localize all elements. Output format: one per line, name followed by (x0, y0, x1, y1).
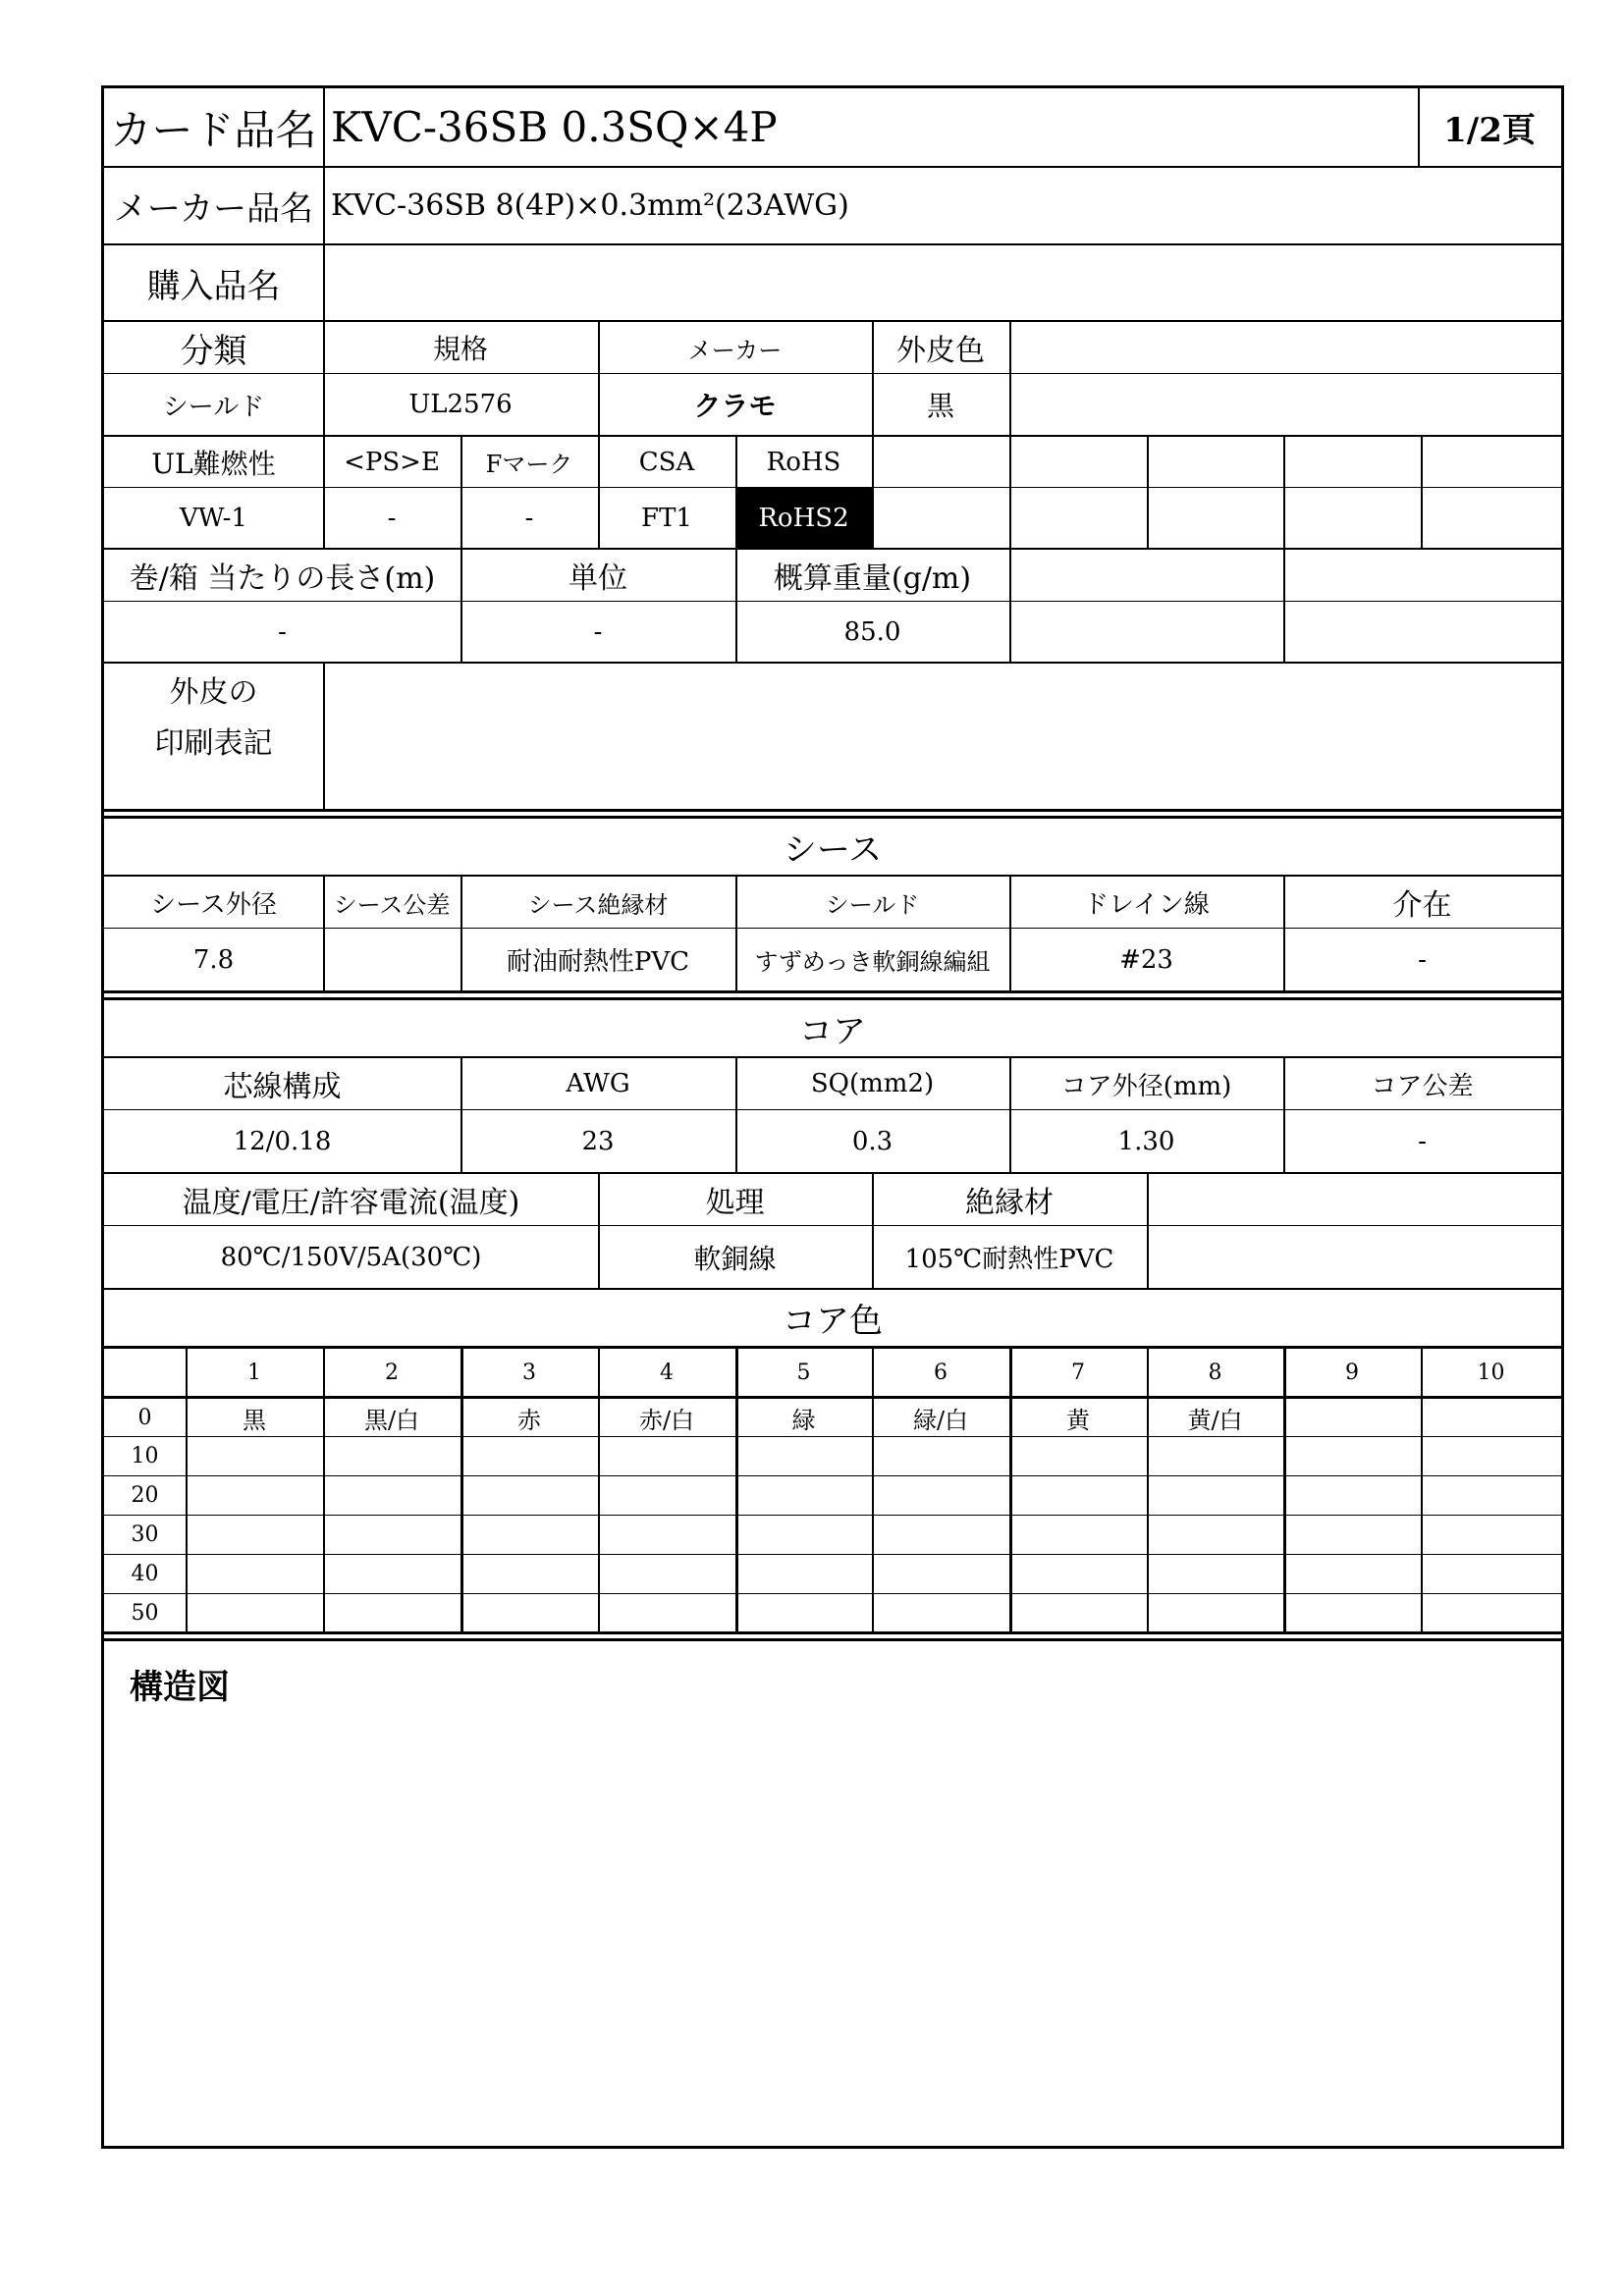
core-header2-1: 処理 (705, 1186, 765, 1220)
sheath-value-4: #23 (1119, 944, 1173, 975)
core-value-2: 0.3 (851, 1126, 893, 1156)
core-value-1: 23 (581, 1126, 615, 1156)
print-value (323, 664, 1561, 809)
sheath-header-4: ドレイン線 (1083, 889, 1210, 920)
core-value2-1: 軟銅線 (693, 1242, 777, 1275)
card-name-value: KVC-36SB 0.3SQ×4P (331, 103, 778, 151)
page-number: 1/2頁 (1443, 111, 1536, 150)
rohs-badge: RoHS2 (735, 488, 872, 548)
color-row-label: 0 (137, 1405, 152, 1430)
maker-name-value: KVC-36SB 8(4P)×0.3mm²(23AWG) (331, 188, 849, 223)
class-header-3: 外皮色 (896, 334, 985, 368)
structure-title: 構造図 (130, 1667, 230, 1707)
core-header-3: コア外径(mm) (1060, 1071, 1232, 1101)
core-value2-2: 105℃耐熱性PVC (904, 1245, 1114, 1274)
color-col-4: 4 (660, 1360, 674, 1385)
sheath-value-2: 耐油耐熱性PVC (506, 947, 690, 977)
std-value-2: - (524, 503, 534, 533)
class-value-0: シールド (162, 392, 265, 422)
color-cell: 黄/白 (1187, 1406, 1243, 1434)
class-header-0: 分類 (180, 331, 247, 371)
class-header-1: 規格 (432, 333, 488, 365)
core-header2-0: 温度/電圧/許容電流(温度) (182, 1186, 520, 1220)
cable-spec-card (101, 85, 1564, 2149)
color-cell: 赤 (517, 1406, 541, 1434)
color-cell: 黄 (1066, 1406, 1090, 1434)
core-header-0: 芯線構成 (223, 1070, 342, 1104)
core-title: コア (799, 1012, 866, 1051)
std-value-3: FT1 (641, 503, 692, 533)
class-header-2: メーカー (687, 336, 783, 364)
class-value-3: 黒 (926, 390, 954, 422)
color-cell: 緑 (791, 1406, 816, 1434)
core-header-2: SQ(mm2) (810, 1069, 935, 1098)
core-header-4: コア公差 (1371, 1071, 1474, 1101)
length-header-1: 単位 (568, 561, 627, 596)
color-cell (1283, 1399, 1421, 1436)
color-col-2: 2 (385, 1360, 399, 1385)
color-col-9: 9 (1345, 1360, 1359, 1385)
sheath-title: シース (783, 830, 883, 870)
maker-name-label: メーカー品名 (113, 189, 314, 229)
purchase-name-value (323, 245, 1561, 320)
color-row-label: 40 (131, 1562, 159, 1586)
core-color-title: コア色 (783, 1302, 883, 1341)
print-label-line1: 外皮の (169, 675, 258, 710)
color-col-5: 5 (796, 1360, 811, 1385)
core-value-4: - (1418, 1126, 1427, 1156)
length-value-1: - (593, 616, 603, 647)
sheath-value-0: 7.8 (192, 944, 235, 975)
sheath-header-1: シース公差 (333, 890, 451, 919)
card-name-label: カード品名 (110, 105, 317, 154)
core-value-0: 12/0.18 (233, 1126, 332, 1156)
color-row-label: 30 (131, 1522, 159, 1547)
std-value-0: VW-1 (180, 503, 247, 533)
color-col-3: 3 (522, 1360, 536, 1385)
length-value-0: - (278, 616, 287, 647)
color-col-7: 7 (1071, 1360, 1085, 1385)
std-header-2: Fマーク (485, 451, 573, 478)
color-row-label: 10 (131, 1444, 159, 1468)
color-col-8: 8 (1208, 1360, 1222, 1385)
color-row-label: 50 (131, 1600, 159, 1626)
length-value-2: 85.0 (843, 616, 901, 647)
std-header-1: <PS>E (344, 447, 440, 477)
std-header-4: RoHS (766, 447, 841, 477)
purchase-name-label: 購入品名 (146, 266, 281, 306)
std-header-0: UL難燃性 (151, 447, 276, 480)
print-label-line2: 印刷表記 (154, 726, 273, 761)
structure-diagram-area (104, 1641, 1561, 2146)
sheath-header-3: シールド (825, 890, 920, 919)
class-value-1: UL2576 (408, 390, 513, 419)
sheath-header-5: 介在 (1392, 888, 1452, 923)
color-cell: 赤/白 (638, 1406, 695, 1434)
core-header-1: AWG (566, 1069, 630, 1098)
sheath-value-3: すずめっき軟銅線編組 (754, 948, 991, 976)
color-col-10: 10 (1477, 1360, 1505, 1385)
sheath-value-1 (323, 929, 460, 990)
std-value-1: - (387, 503, 397, 533)
sheath-header-0: シース外径 (150, 889, 277, 920)
length-header-2: 概算重量(g/m) (773, 561, 972, 596)
core-value-3: 1.30 (1117, 1126, 1175, 1156)
class-value-2: クラモ (693, 390, 777, 422)
sheath-value-5: - (1418, 944, 1427, 975)
color-row-label: 20 (131, 1483, 159, 1508)
color-cell (1421, 1399, 1561, 1436)
color-cell: 黒 (243, 1406, 266, 1434)
core-header2-2: 絶縁材 (965, 1186, 1054, 1220)
color-cell: 緑/白 (912, 1406, 969, 1434)
color-col-6: 6 (934, 1360, 947, 1385)
std-header-3: CSA (638, 447, 695, 477)
sheath-header-2: シース絶縁材 (527, 890, 669, 919)
color-col-1: 1 (247, 1360, 261, 1385)
length-header-0: 巻/箱 当たりの長さ(m) (129, 561, 436, 596)
core-value2-0: 80℃/150V/5A(30℃) (220, 1242, 482, 1272)
color-cell: 黒/白 (363, 1406, 420, 1434)
